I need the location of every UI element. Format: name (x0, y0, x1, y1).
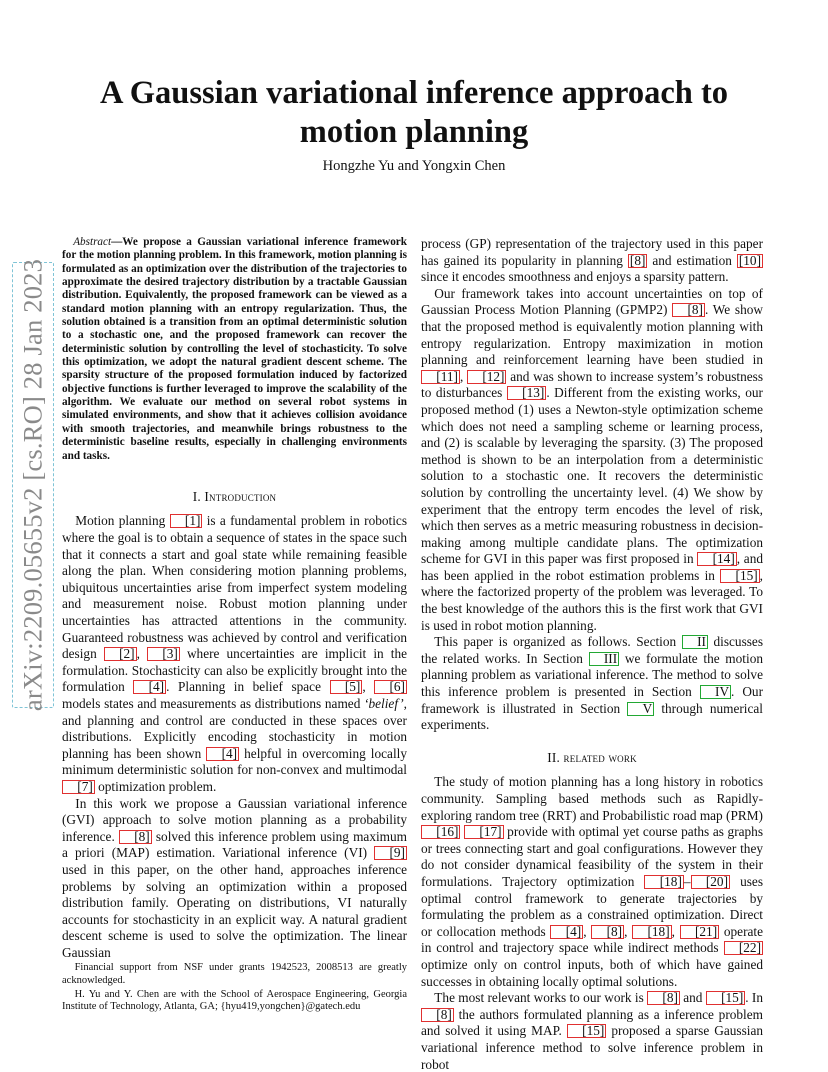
citation-link[interactable]: [21] (680, 925, 719, 939)
arxiv-identifier-stamp (12, 258, 54, 712)
body-text: , (624, 923, 633, 939)
body-text: since it encodes smoothness and enjoys a sparsity pattern. (421, 269, 729, 285)
citation-link[interactable]: [11] (421, 370, 460, 384)
citation-link[interactable]: [17] (464, 825, 503, 839)
section-heading-related-work (421, 750, 763, 767)
citation-link[interactable]: [22] (724, 941, 763, 955)
section-reference-link[interactable]: III (589, 652, 620, 666)
footnote-affiliation: H. Yu and Y. Chen are with the School of Aerospace Engineering, Georgia Institute of Technology, Atlanta, GA; {hyu419,yongchen}@gatech.edu (62, 988, 407, 1013)
body-text: the authors formulated planning as a inference problem and solved it using MAP. (421, 1006, 763, 1039)
abstract-text: —We propose a Gaussian variational inference framework for the motion planning problem. In this framework, motion planning is formulated as an optimization over the distribution of the trajectories to approximate the desired trajectory distribution by a tractable Gaussian distribution. Equivalently, the proposed framework can be viewed as a standard motion planning with an entropy regularization. Thus, the solution obtained is a transition from an optimal deterministic solution to a stochastic one, and the proposed framework can recover the deterministic solution by controlling the level of stochasticity. To solve this optimization, we adopt the natural gradient descent scheme. The sparsity structure of the proposed formulation induced by factorized objective functions is further leveraged to improve the scalability of the algorithm. We evaluate our method on several robot systems in simulated environments, and show that it achieves collision avoidance with smooth trajectories, and meanwhile brings robustness to the deterministic baseline results, especially in challenging environments and tasks. (62, 236, 407, 462)
citation-link[interactable]: [2] (104, 647, 137, 661)
body-text: The most relevant works to our work is (434, 990, 648, 1006)
body-text: , (583, 923, 592, 939)
section-reference-link[interactable]: V (627, 702, 654, 716)
body-text: . In (745, 990, 763, 1006)
body-paragraph (62, 513, 407, 795)
body-text: . Different from the existing works, our proposed method (1) uses a Newton-style optimization scheme which does not need a sampling scheme or learning process, and (2) is scalable by leveraging the sparsity. (3) The proposed method is shown to be an interpolation from a deterministic solution to a stochastic one. It recovers the deterministic solution by controlling the uncertainty level. (4) We show by experiment that the entropy term encodes the level of risk, which then serves as a metric measuring robustness in decision-making among multiple candidate plans. The optimization scheme for GVI in this paper was first proposed in (421, 385, 763, 567)
body-text: – (683, 873, 691, 889)
footnote-funding: Financial support from NSF under grants 1942523, 2008513 are greatly acknowledged. (62, 962, 407, 986)
section-reference-link[interactable]: II (682, 635, 708, 649)
section-title: related work (563, 749, 637, 765)
body-text: provide with optimal yet course paths as graphs or trees connecting start and goal configurations. However they do not consider dynamical feasibility of the system in their formulations. Trajectory optimization (421, 824, 763, 889)
body-paragraph (421, 236, 763, 286)
section-heading-introduction (62, 489, 407, 506)
body-text: optimize only on control inputs, both of which have gained successes in obtaining locally optimal solutions. (421, 956, 763, 989)
citation-link[interactable]: [15] (706, 991, 745, 1005)
body-text: discusses the related works. In Section (421, 634, 763, 666)
right-body-bottom (421, 774, 763, 1072)
body-text: process (GP) representation of the trajectory used in this paper has gained its popularity in planning (421, 236, 763, 268)
section-numeral: I. (192, 488, 201, 504)
citation-link[interactable]: [15] (567, 1024, 606, 1038)
left-body (62, 513, 407, 961)
citation-link[interactable]: [12] (467, 370, 506, 384)
citation-link[interactable]: [10] (738, 252, 761, 268)
body-text: and (679, 990, 706, 1006)
body-text: optimization problem. (94, 778, 217, 794)
body-paragraph (421, 990, 763, 1072)
body-text: and was shown to increase system’s robustness to disturbances (421, 368, 763, 401)
citation-link[interactable]: [8] (591, 925, 624, 939)
body-text: In this work we propose a Gaussian variational inference (GVI) approach to solve motion planning as a probability inference. (62, 795, 407, 844)
left-column (62, 236, 407, 961)
body-paragraph (421, 774, 763, 990)
citation-link[interactable]: [6] (374, 680, 407, 694)
body-text: we formulate the motion planning problem as variational inference. The method to solve this inference problem is presented in Section (421, 650, 763, 700)
citation-link[interactable]: [8] (119, 830, 152, 844)
citation-link[interactable]: [4] (550, 925, 583, 939)
body-text: operate in control and trajectory space while indirect methods (421, 923, 763, 956)
citation-link[interactable]: [20] (691, 875, 730, 889)
body-text: , (362, 679, 375, 695)
citation-link[interactable]: [8] (421, 1008, 454, 1022)
italic-term: ‘belief’ (364, 695, 404, 711)
citation-link[interactable]: [4] (133, 680, 166, 694)
citation-link[interactable]: [15] (720, 569, 759, 583)
citation-link[interactable]: [3] (147, 647, 180, 661)
body-text: , and planning and control are conducted in these spaces over distributions. Explicitly encoding stochasticity in motion planning has been shown (62, 695, 407, 761)
body-text: helpful in overcoming locally minimum deterministic solution for non-convex and multimodal (62, 745, 407, 778)
body-text: used in this paper, on the other hand, approaches inference problems by solving an optimization within a proposed distribution family. Operating on distributions, VI naturally accounts for stochasticity in an explicit way. A natural gradient descent scheme is used to solve the optimization. The linear Gaussian (62, 861, 407, 960)
body-text: Motion planning (75, 513, 170, 529)
body-paragraph (62, 796, 407, 962)
body-text: This paper is organized as follows. Section (434, 634, 682, 650)
right-column (421, 236, 763, 1072)
section-numeral: II. (547, 749, 561, 765)
citation-link[interactable]: [9] (374, 846, 407, 860)
body-text: . Our framework is illustrated in Section (421, 684, 764, 716)
citation-link[interactable]: [8] (672, 303, 705, 317)
body-text: , and has been applied in the robot estimation problems in (421, 551, 763, 583)
body-paragraph (421, 286, 763, 634)
body-text: uses optimal control framework to generate trajectories by formulating the problem as a constrained optimization. Direct or collocation methods (421, 873, 763, 939)
citation-link[interactable]: [13] (507, 386, 546, 400)
citation-link[interactable]: [8] (629, 252, 646, 268)
citation-link[interactable]: [18] (644, 875, 683, 889)
citation-link[interactable]: [7] (62, 780, 95, 794)
citation-link[interactable]: [5] (330, 680, 363, 694)
body-text: , (136, 646, 148, 662)
body-text: through numerical experiments. (421, 700, 763, 733)
right-body-top (421, 236, 763, 734)
section-reference-link[interactable]: IV (700, 685, 731, 699)
paper-title: A Gaussian variational inference approach to motion planning (99, 75, 729, 150)
body-text: where uncertainties are implicit in the formulation. Stochasticity can also be explicitly brought into the formulation (62, 646, 407, 695)
body-text: and estimation (647, 252, 737, 268)
citation-link[interactable]: [14] (697, 552, 736, 566)
body-text: proposed a sparse Gaussian variational inference method to solve inference problem in robot (421, 1023, 763, 1072)
body-text: , (671, 923, 680, 939)
citation-link[interactable]: [4] (206, 747, 239, 761)
paper-authors: Hongzhe Yu and Yongxin Chen (322, 158, 506, 174)
citation-link[interactable]: [18] (632, 925, 671, 939)
body-text: solved this inference problem using maximum a priori (MAP) estimation. Variational inference (VI) (62, 828, 407, 861)
body-text: . Planning in belief space (166, 679, 330, 695)
footnotes (62, 962, 407, 1015)
abstract (62, 236, 407, 463)
body-text: models states and measurements as distributions named (62, 695, 365, 711)
citation-link[interactable]: [1] (170, 514, 203, 528)
body-text: The study of motion planning has a long history in robotics community. Sampling based methods such as Rapidly-exploring random tree (RRT) and Probabilistic road map (PRM) (421, 774, 763, 823)
section-title: Introduction (204, 488, 277, 504)
body-text: , (459, 368, 468, 384)
abstract-label: Abstract (73, 236, 112, 248)
arxiv-identifier-text: arXiv:2209.05655v2 [cs.RO] 28 Jan 2023 (17, 258, 48, 712)
body-text: Our framework takes into account uncertainties on top of Gaussian Process Motion Planning (GPMP2) (421, 285, 763, 318)
citation-link[interactable]: [8] (647, 991, 680, 1005)
body-text: is a fundamental problem in robotics where the goal is to obtain a sequence of states in the space such that it connects a start and goal state while remaining feasible along the plan. When considering motion planning problems, ubiquitous uncertainties arise from imperfect system modeling and measurement noise. Robust motion planning under uncertainties has attracted attentions in the community. Guaranteed robustness was achieved by control and verification design (62, 513, 407, 662)
body-paragraph (421, 634, 763, 734)
body-text: . We show that the proposed method is equivalently motion planning with entropy regularization. Entropy maximization in motion planning and reinforcement learning have been studied in (421, 302, 763, 368)
citation-link[interactable]: [16] (421, 825, 460, 839)
body-text: , where the factorized property of the problem was leveraged. To the best knowledge of the authors this is the first work that GVI is used in robot motion planning. (421, 567, 763, 633)
